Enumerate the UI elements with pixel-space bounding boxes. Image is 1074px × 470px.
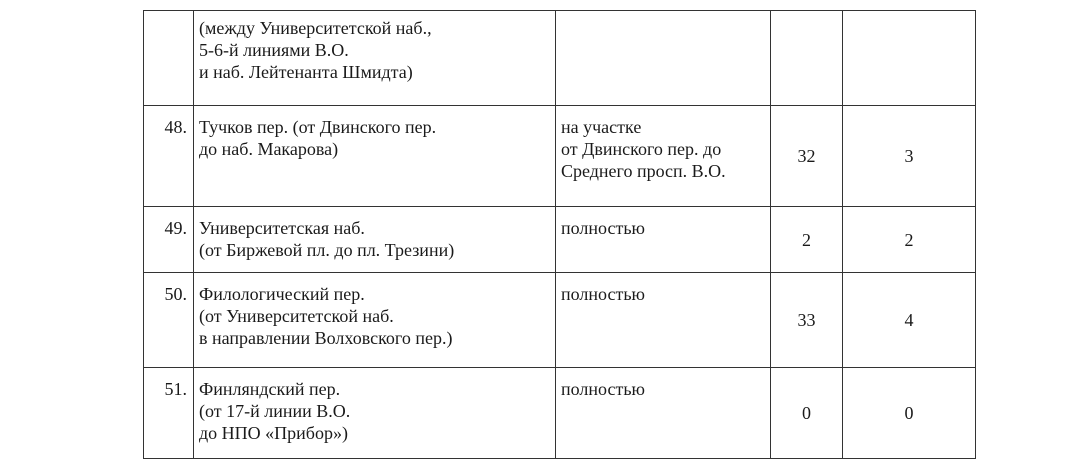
table-row [144, 207, 976, 273]
row-number-cell: 48. [144, 106, 194, 207]
table-row [144, 106, 976, 207]
value-cell-1: 0 [771, 368, 843, 459]
row-number-cell: 50. [144, 273, 194, 368]
row-number-cell: 49. [144, 207, 194, 273]
street-line: и наб. Лейтенанта Шмидта) [199, 62, 413, 82]
street-cell [194, 273, 556, 368]
table-row [144, 273, 976, 368]
street-line: Филологический пер. [199, 284, 365, 304]
street-line: 5-6-й линиями В.О. [199, 40, 349, 60]
section-cell [556, 368, 771, 459]
street-cell [194, 368, 556, 459]
value-cell-1: 33 [771, 273, 843, 368]
value-cell-1: 32 [771, 106, 843, 207]
value-cell-2: 3 [843, 106, 976, 207]
value-cell-2 [843, 11, 976, 106]
section-cell [556, 273, 771, 368]
table-row [144, 368, 976, 459]
value-cell-2: 2 [843, 207, 976, 273]
table-row [144, 11, 976, 106]
street-cell [194, 106, 556, 207]
streets-table [143, 10, 976, 459]
street-line: (от 17-й линии В.О. [199, 401, 351, 421]
street-line: Университетская наб. [199, 218, 365, 238]
row-number-cell: 51. [144, 368, 194, 459]
value-cell-1: 2 [771, 207, 843, 273]
street-line: в направлении Волховского пер.) [199, 328, 453, 348]
value-cell-1 [771, 11, 843, 106]
street-line: Тучков пер. (от Двинского пер. [199, 117, 437, 137]
section-line: от Двинского пер. до [561, 139, 722, 159]
section-cell [556, 106, 771, 207]
street-cell [194, 11, 556, 106]
street-line: (от Биржевой пл. до пл. Трезини) [199, 240, 455, 260]
value-cell-2: 4 [843, 273, 976, 368]
street-line: (между Университетской наб., [199, 18, 432, 38]
value-cell-2: 0 [843, 368, 976, 459]
section-cell [556, 11, 771, 106]
street-line: до наб. Макарова) [199, 139, 339, 159]
section-line: полностью [561, 379, 645, 399]
street-line: Финляндский пер. [199, 379, 341, 399]
section-line: полностью [561, 284, 645, 304]
section-line: на участке [561, 117, 642, 137]
street-line: (от Университетской наб. [199, 306, 394, 326]
street-line: до НПО «Прибор») [199, 423, 348, 443]
section-line: Среднего просп. В.О. [561, 161, 726, 181]
row-number-cell [144, 11, 194, 106]
section-cell [556, 207, 771, 273]
street-cell [194, 207, 556, 273]
section-line: полностью [561, 218, 645, 238]
